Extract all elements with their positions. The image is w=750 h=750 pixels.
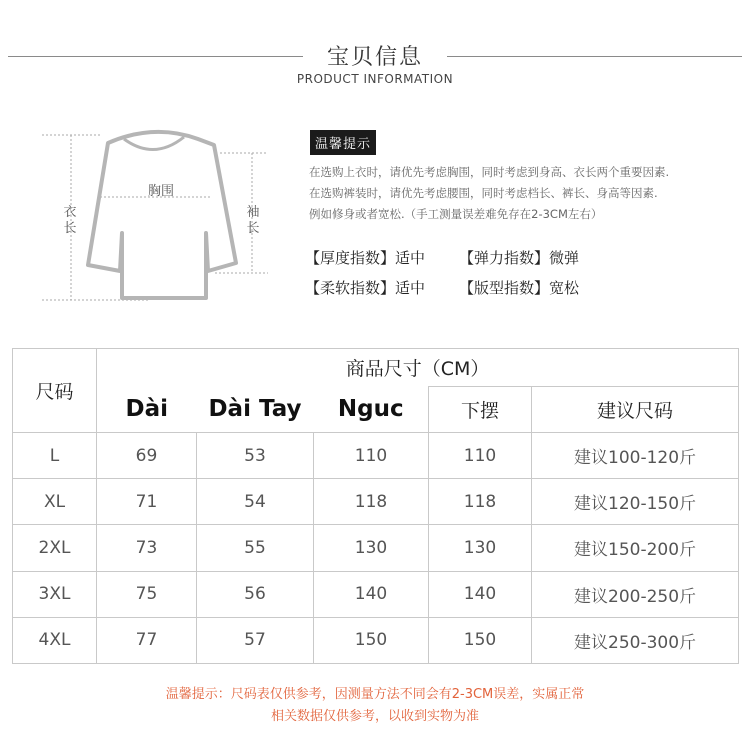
size-cell: XL: [13, 479, 97, 525]
hem-cell: 150: [429, 617, 532, 663]
table-row: [13, 525, 739, 571]
chest-cell: 110: [314, 433, 429, 479]
section-title: 宝贝信息: [326, 45, 423, 70]
recommend-cell: 建议200-250斤: [532, 571, 739, 617]
table-row: [13, 571, 739, 617]
sleeve-cell: 55: [197, 525, 314, 571]
hem-cell: 110: [429, 433, 532, 479]
measurements-header: 商品尺寸（CM）: [97, 349, 739, 387]
spec-fit-label: 【版型指数】: [459, 279, 550, 297]
size-cell: 4XL: [13, 617, 97, 663]
tips-line-3: 例如修身或者宽松.（手工测量误差难免存在2-3CM左右）: [309, 207, 603, 221]
size-header: 尺码: [13, 349, 97, 433]
spec-fit: [459, 277, 579, 298]
spec-thickness-label: 【厚度指数】: [305, 249, 396, 267]
chest-cell: 130: [314, 525, 429, 571]
size-cell: 2XL: [13, 525, 97, 571]
spec-elasticity-label: 【弹力指数】: [459, 249, 550, 267]
sleeve-cell: 54: [197, 479, 314, 525]
hem-cell: 130: [429, 525, 532, 571]
table-row: [13, 479, 739, 525]
length-label: 衣长: [63, 205, 77, 236]
length-cell: 73: [97, 525, 197, 571]
footer-note-1: 温馨提示：尺码表仅供参考，因测量方法不同会有2-3CM误差，实属正常: [165, 687, 585, 702]
tips-line-2: 在选购裤装时，请优先考虑腰围，同时考虑档长、裤长、身高等因素.: [309, 186, 658, 200]
table-row: [13, 617, 739, 663]
size-cell: 3XL: [13, 571, 97, 617]
col-length: Dài: [97, 387, 197, 433]
size-table: [12, 348, 739, 664]
hem-cell: 140: [429, 571, 532, 617]
chest-cell: 118: [314, 479, 429, 525]
length-cell: 77: [97, 617, 197, 663]
tips-badge: 温馨提示: [310, 130, 376, 155]
tips-line-1: 在选购上衣时，请优先考虑胸围，同时考虑到身高、衣长两个重要因素.: [309, 165, 670, 179]
recommend-cell: 建议120-150斤: [532, 479, 739, 525]
col-chest: Nguc: [314, 387, 429, 433]
spec-elasticity-value: 微弹: [549, 249, 580, 267]
chest-cell: 140: [314, 571, 429, 617]
footer-note-2: 相关数据仅供参考，以收到实物为准: [270, 709, 479, 724]
spec-thickness: [305, 247, 425, 268]
sleeve-cell: 56: [197, 571, 314, 617]
length-cell: 69: [97, 433, 197, 479]
spec-thickness-value: 适中: [395, 249, 426, 267]
length-cell: 75: [97, 571, 197, 617]
sleeve-cell: 53: [197, 433, 314, 479]
chest-label: 胸围: [148, 184, 175, 199]
sleeve-cell: 57: [197, 617, 314, 663]
spec-softness-label: 【柔软指数】: [305, 279, 396, 297]
hem-cell: 118: [429, 479, 532, 525]
chest-cell: 150: [314, 617, 429, 663]
spec-softness: [305, 277, 425, 298]
sleeve-label: 袖长: [246, 205, 260, 236]
col-hem: 下摆: [429, 387, 532, 433]
recommend-cell: 建议100-120斤: [532, 433, 739, 479]
col-sleeve: Dài Tay: [197, 387, 314, 433]
col-recommend: 建议尺码: [532, 387, 739, 433]
recommend-cell: 建议150-200斤: [532, 525, 739, 571]
spec-elasticity: [459, 247, 579, 268]
table-row: [13, 433, 739, 479]
length-cell: 71: [97, 479, 197, 525]
size-cell: L: [13, 433, 97, 479]
spec-fit-value: 宽松: [549, 279, 580, 297]
spec-softness-value: 适中: [395, 279, 426, 297]
section-subtitle: PRODUCT INFORMATION: [296, 72, 454, 86]
recommend-cell: 建议250-300斤: [532, 617, 739, 663]
